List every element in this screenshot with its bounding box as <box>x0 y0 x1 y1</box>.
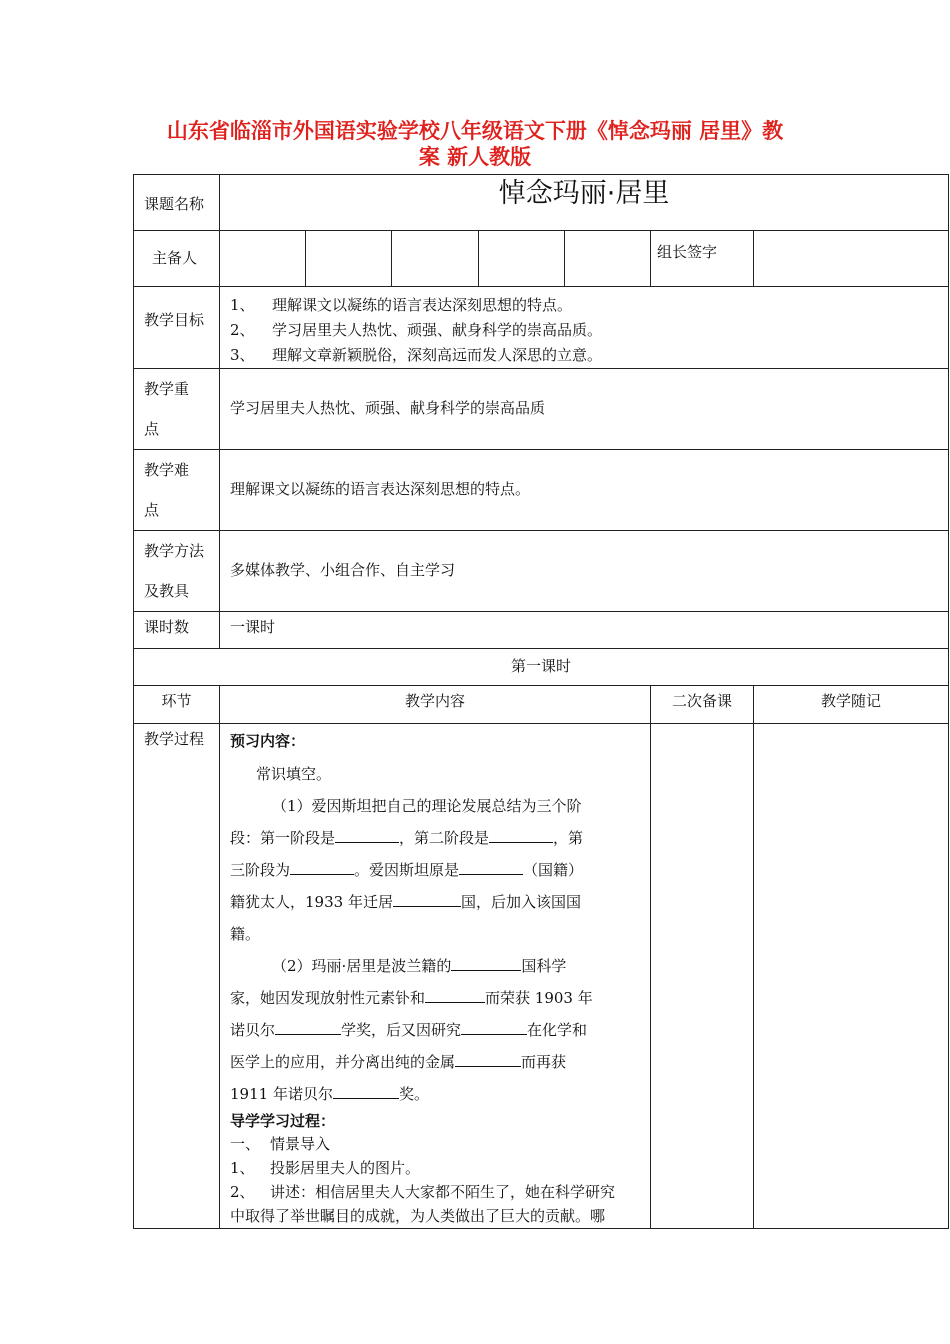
q1-line: （1）爱因斯坦把自己的理论发展总结为三个阶 <box>272 797 582 815</box>
topic-value: 悼念玛丽·居里 <box>498 178 670 209</box>
session-header: 第一课时 <box>511 657 572 675</box>
preparer-cell-2 <box>306 231 392 287</box>
method-value: 多媒体教学、小组合作、自主学习 <box>230 561 456 579</box>
answer-blank[interactable] <box>461 1020 527 1035</box>
process-content <box>220 724 650 1228</box>
leader-sign-label: 组长签字 <box>657 243 718 261</box>
q2-line: 1911 年诺贝尔 奖。 <box>230 1085 429 1103</box>
preparer-label: 主备人 <box>152 249 198 267</box>
col-notes-header: 教学随记 <box>821 692 882 710</box>
answer-blank[interactable] <box>393 892 461 907</box>
topic-label: 课题名称 <box>144 195 205 213</box>
answer-blank[interactable] <box>451 956 521 971</box>
step-item: 2、 讲述：相信居里夫人大家都不陌生了，她在科学研究 <box>230 1183 616 1201</box>
q2-line: 家，她因发现放射性元素钋和 而荣获 1903 年 <box>230 989 593 1007</box>
q2-line: 诺贝尔 学奖，后又因研究 在化学和 <box>230 1021 588 1039</box>
preview-heading: 预习内容： <box>230 732 306 750</box>
col-second-prep-header: 二次备课 <box>671 692 732 710</box>
step-item: 一、 情景导入 <box>230 1135 331 1153</box>
answer-blank[interactable] <box>335 828 399 843</box>
preparer-cell-5 <box>565 231 651 287</box>
step-item: 1、 投影居里夫人的图片。 <box>230 1159 421 1177</box>
goal-item: 2、 学习居里夫人热忱、顽强、献身科学的崇高品质。 <box>230 321 603 339</box>
lesson-plan-table <box>133 174 949 1229</box>
answer-blank[interactable] <box>455 1052 521 1067</box>
document-title <box>0 118 950 170</box>
key-point-value: 学习居里夫人热忱、顽强、献身科学的崇高品质 <box>230 399 546 417</box>
answer-blank[interactable] <box>459 860 523 875</box>
difficulty-label: 教学难 点 <box>144 461 190 519</box>
step-item-continued: 中取得了举世瞩目的成就，为人类做出了巨大的贡献。哪 <box>230 1207 606 1225</box>
answer-blank[interactable] <box>290 860 354 875</box>
leader-sign-cell <box>754 231 949 287</box>
answer-blank[interactable] <box>275 1020 341 1035</box>
hours-value: 一课时 <box>230 618 276 636</box>
q1-line: 籍犹太人，1933 年迁居 国，后加入该国国 <box>230 893 581 911</box>
goals-list <box>220 287 948 368</box>
answer-blank[interactable] <box>489 828 553 843</box>
title-line-2: 案 新人教版 <box>418 145 532 169</box>
answer-blank[interactable] <box>425 988 485 1003</box>
second-prep-cell <box>651 724 754 1229</box>
q1-line: 籍。 <box>230 925 261 943</box>
answer-blank[interactable] <box>333 1084 399 1099</box>
hours-label: 课时数 <box>144 618 190 636</box>
goals-label: 教学目标 <box>144 311 205 329</box>
method-label: 教学方法 及教具 <box>144 542 205 600</box>
difficulty-value: 理解课文以凝练的语言表达深刻思想的特点。 <box>230 480 531 498</box>
key-point-label: 教学重 点 <box>144 380 190 438</box>
process-label: 教学过程 <box>144 730 205 748</box>
col-content-header: 教学内容 <box>404 692 465 710</box>
preparer-cell-3 <box>392 231 479 287</box>
preparer-cell-4 <box>479 231 565 287</box>
guide-heading: 导学学习过程： <box>230 1112 336 1130</box>
preparer-cell-1 <box>220 231 306 287</box>
goal-item: 3、 理解文章新颖脱俗，深刻高远而发人深思的立意。 <box>230 346 603 364</box>
q2-line: （2）玛丽·居里是波兰籍的 国科学 <box>272 957 567 975</box>
notes-cell <box>754 724 949 1229</box>
q1-line: 段：第一阶段是 ，第二阶段是 ，第 <box>230 829 584 847</box>
q1-line: 三阶段为 。爱因斯坦原是 （国籍） <box>230 861 584 879</box>
fill-intro: 常识填空。 <box>256 765 332 783</box>
goal-item: 1、 理解课文以凝练的语言表达深刻思想的特点。 <box>230 296 573 314</box>
title-line-1: 山东省临淄市外国语实验学校八年级语文下册《悼念玛丽 居里》教 <box>166 119 784 143</box>
q2-line: 医学上的应用，并分离出纯的金属 而再获 <box>230 1053 567 1071</box>
col-stage-header: 环节 <box>161 692 192 710</box>
